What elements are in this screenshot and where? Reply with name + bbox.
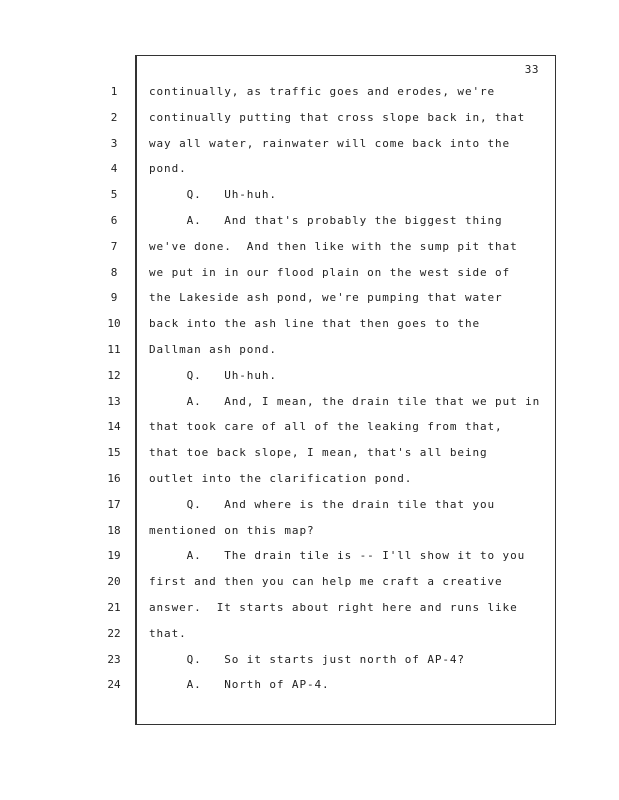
line-text: answer. It starts about right here and runs like xyxy=(149,601,518,614)
line-number: 2 xyxy=(110,110,118,124)
line-text: we put in in our flood plain on the west side of xyxy=(149,265,511,279)
line-text: the Lakeside ash pond, we're pumping that water xyxy=(149,291,503,305)
line-text: continually, as traffic goes and erodes, we're xyxy=(149,85,496,98)
transcript-line xyxy=(0,627,619,653)
line-number: 20 xyxy=(107,575,121,589)
line-number: 5 xyxy=(110,188,118,202)
transcript-line xyxy=(0,240,619,266)
line-text: A. And, I mean, the drain tile that we put in xyxy=(149,394,541,408)
line-number: 6 xyxy=(110,214,118,227)
transcript-line xyxy=(0,85,619,111)
line-number: 15 xyxy=(107,446,121,460)
line-number: 17 xyxy=(107,497,121,511)
transcript-line xyxy=(0,549,619,575)
line-number: 10 xyxy=(107,317,121,331)
line-number: 7 xyxy=(110,239,118,253)
transcript-line xyxy=(0,266,619,292)
line-number: 21 xyxy=(107,601,121,614)
transcript-line xyxy=(0,420,619,446)
line-number: 23 xyxy=(107,652,121,666)
line-text: we've done. And then like with the sump pit that xyxy=(149,239,518,253)
line-number: 24 xyxy=(107,678,121,692)
line-text: that took care of all of the leaking from that, xyxy=(149,420,503,434)
line-text: that toe back slope, I mean, that's all being xyxy=(149,446,488,460)
transcript-line xyxy=(0,524,619,550)
transcript-line xyxy=(0,395,619,421)
transcript-line xyxy=(0,162,619,188)
line-number: 8 xyxy=(110,265,118,279)
line-text: A. The drain tile is -- I'll show it to you xyxy=(149,549,526,563)
line-text: Q. Uh-huh. xyxy=(149,368,277,382)
line-number: 18 xyxy=(107,523,121,537)
line-text: Q. Uh-huh. xyxy=(149,188,277,202)
transcript-line xyxy=(0,317,619,343)
transcript-line xyxy=(0,214,619,240)
line-number: 12 xyxy=(107,368,121,382)
line-text: Q. So it starts just north of AP-4? xyxy=(149,652,465,666)
transcript-line xyxy=(0,369,619,395)
line-text: Dallman ash pond. xyxy=(149,343,277,356)
line-text: A. And that's probably the biggest thing xyxy=(149,214,503,227)
line-text: Q. And where is the drain tile that you xyxy=(149,497,496,511)
line-number: 11 xyxy=(107,343,121,356)
line-number: 1 xyxy=(110,85,118,98)
line-number: 22 xyxy=(107,626,121,640)
transcript-line xyxy=(0,343,619,369)
line-text: mentioned on this map? xyxy=(149,523,315,537)
line-text: first and then you can help me craft a creative xyxy=(149,575,503,589)
line-number: 13 xyxy=(107,394,121,408)
line-number: 14 xyxy=(107,420,121,434)
line-number: 4 xyxy=(110,162,118,176)
transcript-line xyxy=(0,653,619,679)
line-text: way all water, rainwater will come back into the xyxy=(149,136,511,150)
transcript-line xyxy=(0,446,619,472)
line-number: 9 xyxy=(110,291,118,305)
transcript-line xyxy=(0,188,619,214)
line-text: that. xyxy=(149,626,187,640)
transcript-line xyxy=(0,601,619,627)
transcript-line xyxy=(0,111,619,137)
line-number: 3 xyxy=(110,136,118,150)
transcript-line xyxy=(0,137,619,163)
page-number: 33 xyxy=(524,63,539,76)
line-text: A. North of AP-4. xyxy=(149,678,330,692)
line-text: pond. xyxy=(149,162,187,176)
transcript-line xyxy=(0,498,619,524)
transcript-line xyxy=(0,291,619,317)
transcript-line xyxy=(0,575,619,601)
line-number: 19 xyxy=(107,549,121,563)
line-number: 16 xyxy=(107,472,121,485)
line-text: back into the ash line that then goes to the xyxy=(149,317,480,331)
line-text: continually putting that cross slope back in, that xyxy=(149,110,526,124)
transcript-line xyxy=(0,472,619,498)
line-text: outlet into the clarification pond. xyxy=(149,472,413,485)
transcript-line xyxy=(0,678,619,704)
